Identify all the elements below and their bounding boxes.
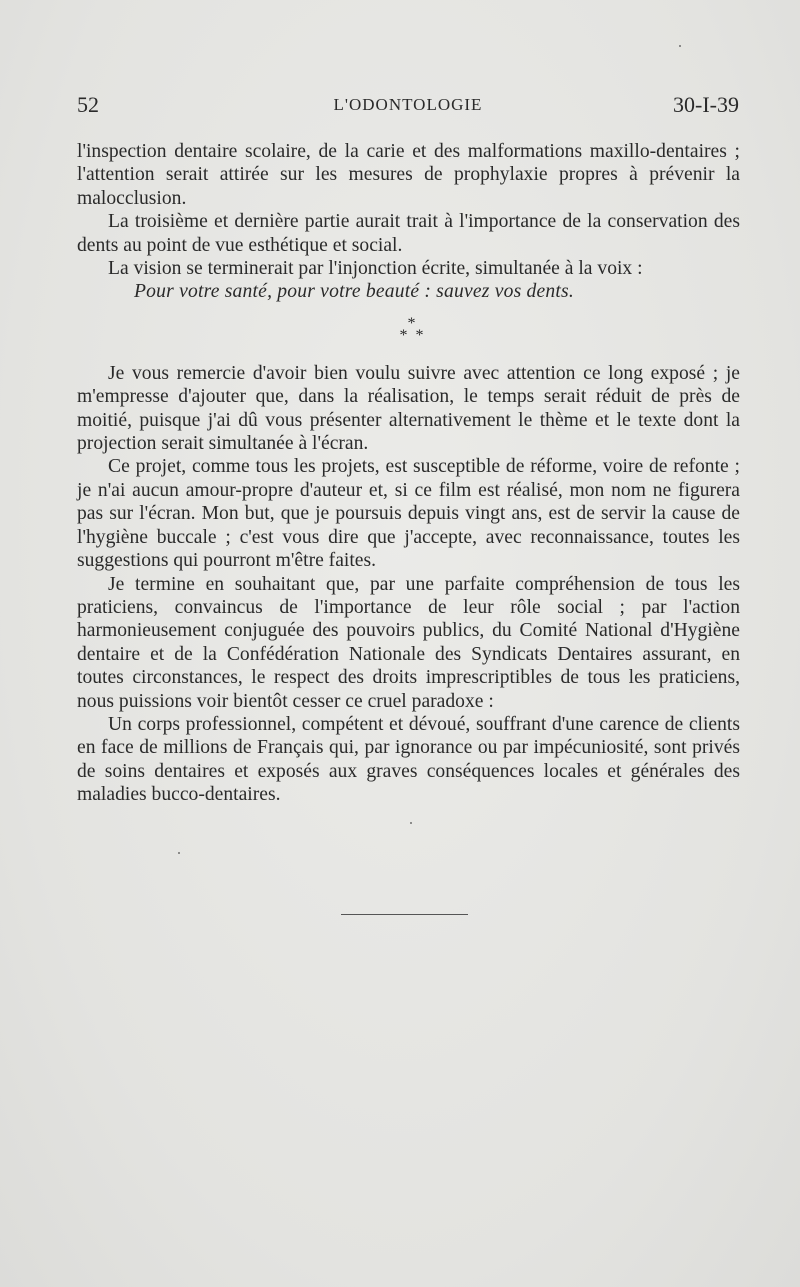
paragraph-conclusion: Je termine en souhaitant que, par une parfaite compréhension de tous les praticiens, convaincus de l'importance de leur rôle social ; par l'action harmonieusement conjuguée des pouvoirs publics, du Comité National d'Hygiène dentaire et de la Confédération Nationale des Syndicats Dentaires assurant, en toutes circonstances, le respect des droits imprescriptibles de tous les praticiens, nous puissions voir bientôt cesser ce cruel paradoxe : <box>77 573 740 712</box>
asterism-separator <box>77 314 740 362</box>
paragraph-paradox: Un corps professionnel, compétent et dévoué, souffrant d'une carence de clients en face de millions de Français qui, par ignorance ou par impécuniosité, sont privés de soins dentaires et exposés aux graves conséquences locales et générales des maladies bucco-dentaires. <box>77 713 740 806</box>
paragraph-vision: La vision se terminerait par l'injonction écrite, simultanée à la voix : <box>108 258 643 280</box>
journal-title: L'ODONTOLOGIE <box>333 95 483 114</box>
issue-date: 30-I-39 <box>673 92 739 117</box>
paper-speck <box>410 822 412 824</box>
paragraph-continuation: l'inspection dentaire scolaire, de la carie et des malformations maxillo-dentaires ; l'attention serait attirée sur les mesures de prophylaxie propres à prévenir la malocclusion. <box>77 141 740 209</box>
asterism-top: * <box>407 314 416 332</box>
paragraph-third-part: La troisième et dernière partie aurait trait à l'importance de la conservation des dents au point de vue esthétique et social. <box>77 211 740 256</box>
end-rule <box>341 914 468 915</box>
running-header <box>77 92 739 122</box>
motto: Pour votre santé, pour votre beauté : sauvez vos dents. <box>134 281 574 303</box>
paper-speck <box>679 45 681 47</box>
paragraph-project: Ce projet, comme tous les projets, est susceptible de réforme, voire de refonte ; je n'ai aucun amour-propre d'auteur et, si ce film est réalisé, mon nom ne figurera pas sur l'écran. Mon but, que je poursuis depuis vingt ans, est de servir la cause de l'hygiène buccale ; c'est vous dire que j'accepte, avec reconnaissance, toutes les suggestions qui pourront m'être faites. <box>77 456 740 572</box>
paper-speck <box>178 852 180 854</box>
asterism-bottom: ** <box>399 326 432 344</box>
page-number: 52 <box>77 92 99 117</box>
paragraph-thanks: Je vous remercie d'avoir bien voulu suivre avec attention ce long exposé ; je m'empresse d'ajouter que, dans la réalisation, le temps serait réduit de près de moitié, puisque j'ai dû vous présenter alternativement le thème et le texte dont la projection serait simultanée à l'écran. <box>77 362 740 455</box>
article-body <box>77 140 740 807</box>
